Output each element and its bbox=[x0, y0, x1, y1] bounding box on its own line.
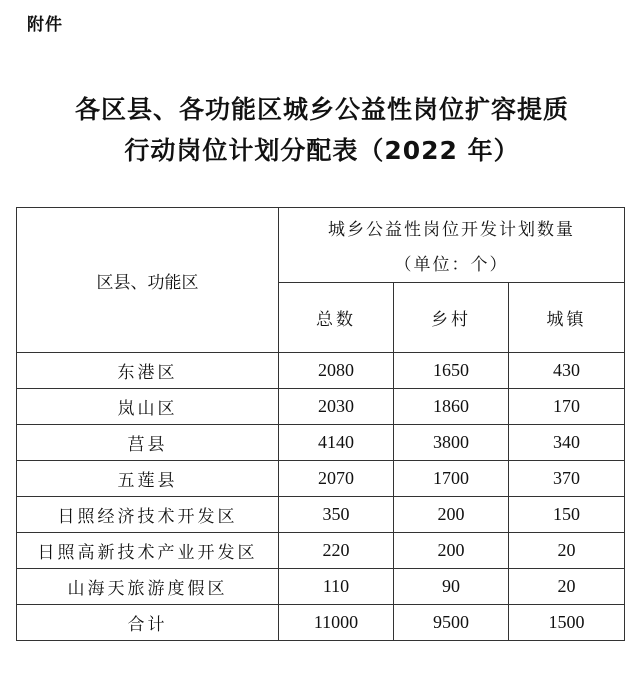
area-header-cell bbox=[17, 208, 279, 353]
table-row bbox=[17, 425, 625, 461]
document-title-line2: 行动岗位计划分配表（2022 年） bbox=[124, 136, 520, 165]
urban-cell: 20 bbox=[509, 569, 625, 605]
urban-cell: 20 bbox=[509, 533, 625, 569]
area-cell: 岚山区 bbox=[17, 389, 279, 425]
area-header: 区县、功能区 bbox=[96, 272, 199, 293]
urban-cell: 170 bbox=[509, 389, 625, 425]
column-header-rural: 乡村 bbox=[394, 283, 509, 353]
area-cell: 东港区 bbox=[17, 353, 279, 389]
area-cell: 日照经济技术开发区 bbox=[17, 497, 279, 533]
unit-label: （单位：个） bbox=[394, 255, 509, 275]
urban-cell: 150 bbox=[509, 497, 625, 533]
area-cell: 莒县 bbox=[17, 425, 279, 461]
rural-cell: 3800 bbox=[394, 425, 509, 461]
total-cell: 220 bbox=[279, 533, 394, 569]
rural-cell: 200 bbox=[394, 497, 509, 533]
table-row bbox=[17, 497, 625, 533]
table-row bbox=[17, 569, 625, 605]
table-row bbox=[17, 461, 625, 497]
total-cell: 4140 bbox=[279, 425, 394, 461]
total-cell: 350 bbox=[279, 497, 394, 533]
rural-cell: 200 bbox=[394, 533, 509, 569]
column-header-urban: 城镇 bbox=[509, 283, 625, 353]
total-cell: 2080 bbox=[279, 353, 394, 389]
urban-cell: 430 bbox=[509, 353, 625, 389]
allocation-table bbox=[16, 207, 625, 641]
area-cell: 日照高新技术产业开发区 bbox=[17, 533, 279, 569]
table-header-row bbox=[17, 208, 625, 283]
rural-cell: 1860 bbox=[394, 389, 509, 425]
rural-cell: 1650 bbox=[394, 353, 509, 389]
rural-cell: 1700 bbox=[394, 461, 509, 497]
total-cell: 2030 bbox=[279, 389, 394, 425]
attachment-label: 附件 bbox=[27, 15, 63, 35]
group-header-cell bbox=[279, 208, 625, 283]
rural-total-cell: 9500 bbox=[394, 605, 509, 641]
area-cell: 五莲县 bbox=[17, 461, 279, 497]
grand-total-cell: 11000 bbox=[279, 605, 394, 641]
area-cell: 山海天旅游度假区 bbox=[17, 569, 279, 605]
total-row-label: 合计 bbox=[17, 605, 279, 641]
total-cell: 110 bbox=[279, 569, 394, 605]
urban-cell: 370 bbox=[509, 461, 625, 497]
urban-total-cell: 1500 bbox=[509, 605, 625, 641]
rural-cell: 90 bbox=[394, 569, 509, 605]
group-header: 城乡公益性岗位开发计划数量 bbox=[328, 220, 576, 240]
table-row bbox=[17, 353, 625, 389]
urban-cell: 340 bbox=[509, 425, 625, 461]
total-cell: 2070 bbox=[279, 461, 394, 497]
document-title-line1: 各区县、各功能区城乡公益性岗位扩容提质 bbox=[74, 95, 569, 124]
table-row bbox=[17, 389, 625, 425]
column-header-total: 总数 bbox=[279, 283, 394, 353]
table-total-row bbox=[17, 605, 625, 641]
table-row bbox=[17, 533, 625, 569]
